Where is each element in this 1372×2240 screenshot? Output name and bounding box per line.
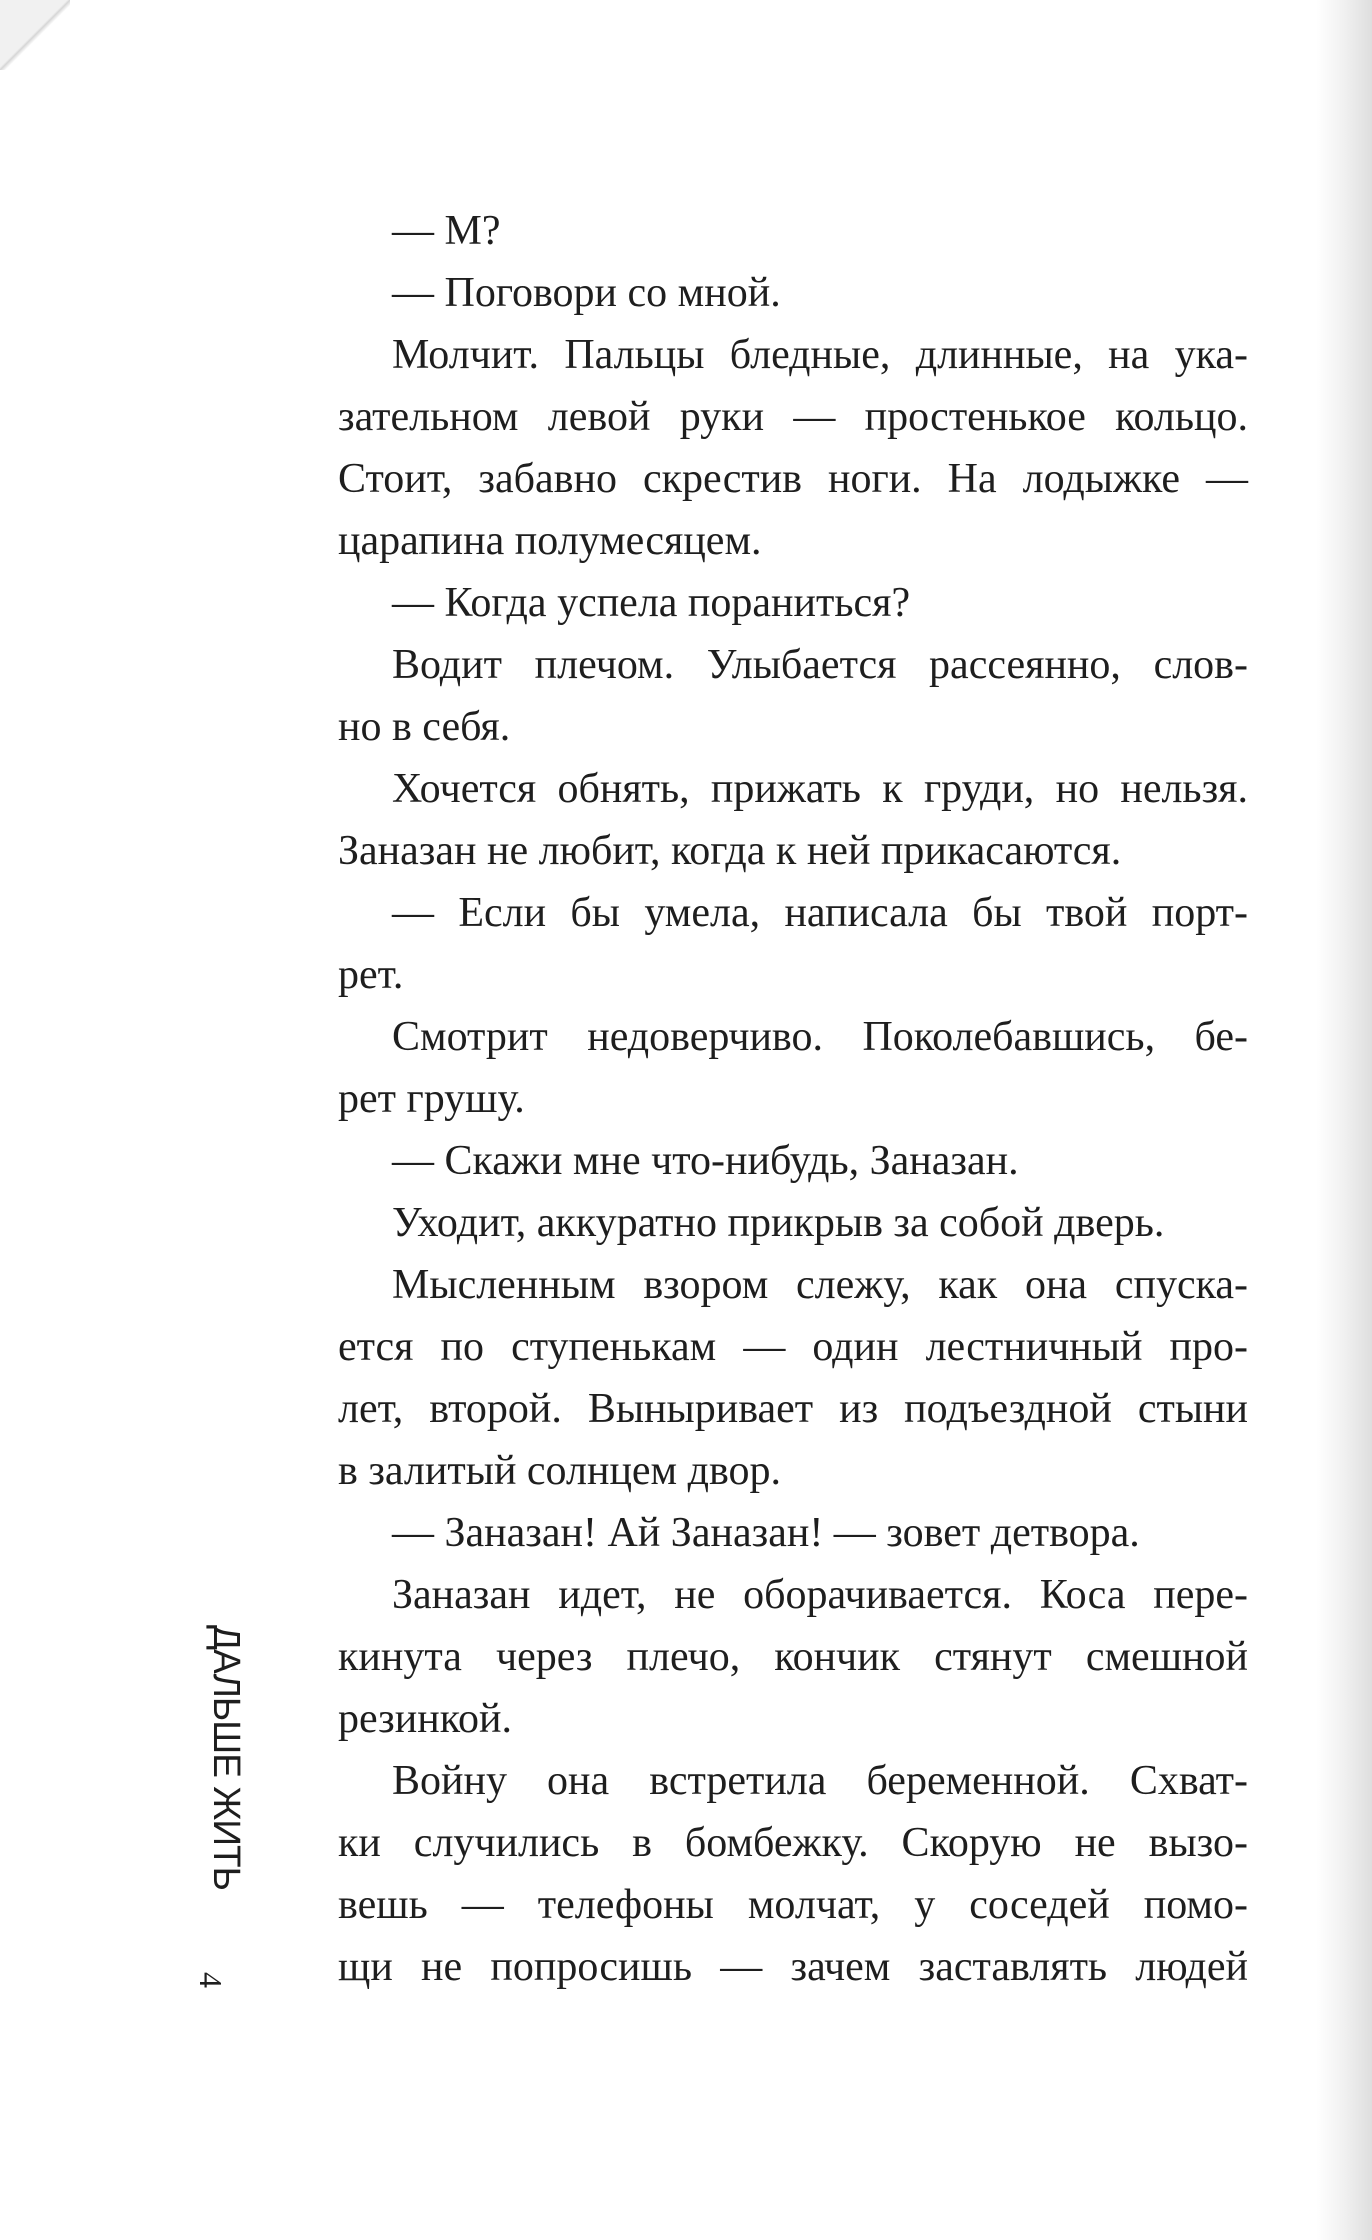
text-line: но в себя.	[338, 704, 511, 750]
text-line: — Скажи мне что-нибудь, Заназан.	[392, 1138, 1019, 1184]
running-title-text: ДАЛЬШЕ ЖИТЬ	[205, 1625, 247, 1898]
text-line: Войну она встретила беременной. Схват-	[392, 1758, 1248, 1804]
text-line: резинкой.	[338, 1696, 512, 1742]
page-number	[193, 1968, 229, 2004]
text-line: Заназан не любит, когда к ней прикасаются.	[338, 828, 1122, 874]
text-line: — Если бы умела, написала бы твой порт-	[392, 890, 1248, 936]
text-line: Молчит. Пальцы бледные, длинные, на ука-	[392, 332, 1248, 378]
text-line: лет, второй. Выныривает из подъездной стыни	[338, 1386, 1248, 1432]
text-line: ется по ступенькам — один лестничный про-	[338, 1324, 1248, 1370]
text-line: Смотрит недоверчиво. Поколебавшись, бе-	[392, 1014, 1248, 1060]
page-curl	[0, 0, 70, 70]
body-text	[338, 200, 1248, 1998]
text-line: Уходит, аккуратно прикрыв за собой дверь.	[392, 1200, 1165, 1246]
page-edge-shadow	[1316, 0, 1372, 2240]
text-line: царапина полумесяцем.	[338, 518, 762, 564]
text-line: Водит плечом. Улыбается рассеянно, слов-	[392, 642, 1248, 688]
running-title	[178, 1625, 247, 1898]
page-number-text: 4	[193, 1972, 229, 1988]
text-line: щи не попросишь — зачем заставлять людей	[338, 1944, 1248, 1990]
text-line: ки случились в бомбежку. Скорую не вызо-	[338, 1820, 1248, 1866]
text-line: рет грушу.	[338, 1076, 525, 1122]
text-line: в залитый солнцем двор.	[338, 1448, 782, 1494]
text-line: — Поговори со мной.	[392, 270, 781, 316]
text-line: — Заназан! Ай Заназан! — зовет детвора.	[392, 1510, 1140, 1556]
text-line: вешь — телефоны молчат, у соседей помо-	[338, 1882, 1248, 1928]
text-line: Мысленным взором слежу, как она спуска-	[392, 1262, 1248, 1308]
text-line: рет.	[338, 952, 404, 998]
text-line: Хочется обнять, прижать к груди, но нельзя.	[392, 766, 1248, 812]
text-line: Стоит, забавно скрестив ноги. На лодыжке —	[338, 456, 1248, 502]
text-line: — Когда успела пораниться?	[392, 580, 911, 626]
text-line: Заназан идет, не оборачивается. Коса пере-	[392, 1572, 1248, 1618]
text-line: — М?	[392, 208, 501, 254]
text-line: кинута через плечо, кончик стянут смешной	[338, 1634, 1248, 1680]
text-line: зательном левой руки — простенькое кольцо.	[338, 394, 1248, 440]
